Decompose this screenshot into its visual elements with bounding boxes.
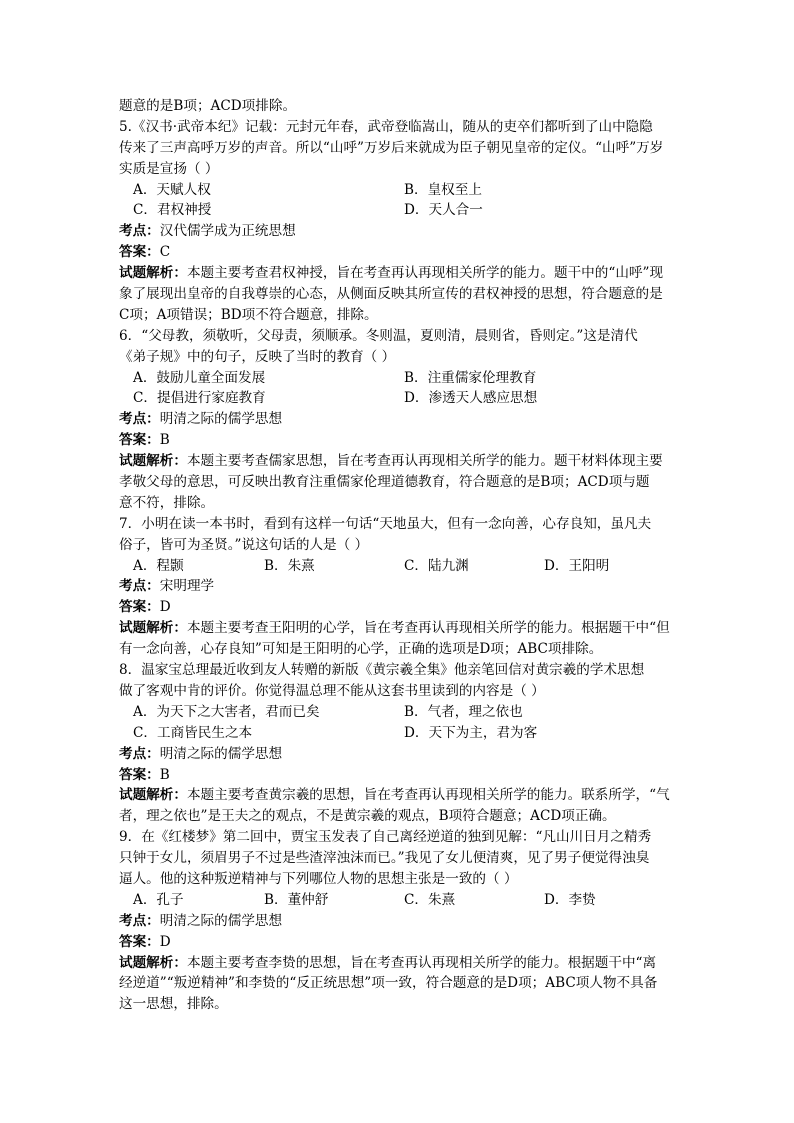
option-c: C．陆九渊 [404, 557, 469, 574]
option-d: D．王阳明 [544, 557, 610, 574]
kaodian [119, 409, 679, 430]
answer-value: B [159, 432, 170, 449]
answer [119, 597, 679, 618]
analysis-line: 者，理之依也”是王夫之的观点，不是黄宗羲的观点，B项符合题意；ACD项正确。 [119, 808, 616, 825]
analysis-label: 试题解析： [119, 265, 187, 282]
answer-label: 答案： [119, 933, 160, 950]
question-stem-line: 俗子，皆可为圣贤。”说这句话的人是（ ） [119, 536, 369, 553]
analysis-text: 本题主要考查黄宗羲的思想，旨在考查再认再现相关所学的能力。联系所学，“气 [186, 787, 670, 804]
analysis-text: 本题主要考查儒家思想，旨在考查再认再现相关所学的能力。题干材料体现主要 [186, 453, 663, 470]
question-stem-line: 8．温家宝总理最近收到友人转赠的新版《黄宗羲全集》他亲笔回信对黄宗羲的学术思想 [119, 662, 645, 679]
answer-value: C [159, 244, 171, 261]
analysis-line: 意不符，排除。 [119, 494, 215, 511]
question-6 [119, 326, 679, 514]
analysis-text: 本题主要考查君权神授，旨在考查再认再现相关所学的能力。题干中的“山呼”现 [186, 265, 664, 282]
question-stem-line: 9．在《红楼梦》第二回中，贾宝玉发表了自己离经逆道的独到见解：“凡山川日月之精秀 [119, 829, 652, 846]
question-stem-line: 《弟子规》中的句子，反映了当时的教育（ ） [119, 348, 396, 365]
question-stem-line: 传来了三声高呼万岁的声音。所以“山呼”万岁后来就成为臣子朝见皇帝的定仪。“山呼”万岁 [119, 139, 664, 156]
option-b: B．注重儒家伦理教育 [404, 369, 537, 386]
question-stem-line: 6．“父母教，须敬听，父母责，须顺承。冬则温，夏则清，晨则省，昏则定。”这是清代 [119, 327, 638, 344]
answer [119, 932, 679, 953]
answer-label: 答案： [119, 599, 160, 616]
question-8 [119, 660, 679, 827]
options-row [119, 368, 679, 389]
answer-value: B [159, 766, 170, 783]
question-stem-line: 做了客观中肯的评价。你觉得温总理不能从这套书里读到的内容是（ ） [119, 682, 545, 699]
option-d: D．天下为主，君为客 [404, 724, 538, 741]
option-a: A．为天下之大害者，君而已矣 [133, 703, 320, 720]
question-stem-line: 5.《汉书·武帝本纪》记载：元封元年春，武帝登临嵩山，随从的吏卒们都听到了山中隐隐 [119, 118, 653, 135]
options-row [119, 890, 679, 911]
kaodian-value: 明清之际的儒学思想 [159, 411, 283, 428]
analysis-line: 象了展现出皇帝的自我尊崇的心态，从侧面反映其所宣传的君权神授的思想，符合题意的是 [119, 286, 663, 303]
answer-value: D [159, 599, 171, 616]
options-row [119, 702, 679, 723]
answer [119, 430, 679, 451]
kaodian [119, 221, 679, 242]
kaodian [119, 744, 679, 765]
option-b: B．董仲舒 [264, 891, 329, 908]
analysis-line [119, 618, 679, 639]
kaodian-label: 考点： [119, 745, 160, 762]
analysis-line: C项；A项错误；BD项不符合题意，排除。 [119, 306, 378, 323]
analysis-text: 本题主要考查李贽的思想，旨在考查再认再现相关所学的能力。根据题干中“离 [186, 954, 657, 971]
analysis-text: 本题主要考查王阳明的心学，旨在考查再认再现相关所学的能力。根据题干中“但 [186, 620, 670, 637]
option-c: C．工商皆民生之本 [133, 724, 253, 741]
options-row [119, 556, 679, 577]
answer [119, 765, 679, 786]
answer-value: D [159, 933, 171, 950]
analysis-line: 这一思想，排除。 [119, 996, 228, 1013]
analysis-label: 试题解析： [119, 954, 187, 971]
option-a: A．天赋人权 [133, 181, 211, 198]
analysis-line [119, 785, 679, 806]
question-5 [119, 117, 679, 326]
kaodian-label: 考点： [119, 578, 160, 595]
option-d: D．渗透天人感应思想 [404, 390, 538, 407]
kaodian-value: 汉代儒学成为正统思想 [159, 223, 296, 240]
kaodian-label: 考点： [119, 223, 160, 240]
option-a: A．孔子 [133, 891, 184, 908]
option-b: B．皇权至上 [404, 181, 482, 198]
question-stem-line: 只钟于女儿，须眉男子不过是些渣滓浊沫而已。”我见了女儿便清爽，见了男子便觉得浊臭 [119, 850, 650, 867]
options-row [119, 200, 679, 221]
kaodian-label: 考点： [119, 912, 160, 929]
analysis-line: 有一念向善，心存良知”可知是王阳明的心学，正确的选项是D项；ABC项排除。 [119, 641, 603, 658]
option-c: C．提倡进行家庭教育 [133, 390, 266, 407]
question-stem-line: 实质是宣扬（ ） [119, 160, 219, 177]
option-a: A．鼓励儿童全面发展 [133, 369, 266, 386]
analysis-label: 试题解析： [119, 620, 187, 637]
answer-label: 答案： [119, 244, 160, 261]
question-7 [119, 514, 679, 660]
analysis-line [119, 953, 679, 974]
option-a: A．程颢 [133, 557, 184, 574]
option-c: C．朱熹 [404, 891, 456, 908]
options-row [119, 180, 679, 201]
option-b: B．气者，理之依也 [404, 703, 523, 720]
prev-answer-tail: 题意的是B项；ACD项排除。 [119, 98, 297, 114]
option-d: D．李贽 [544, 891, 596, 908]
analysis-label: 试题解析： [119, 787, 187, 804]
analysis-line [119, 263, 679, 284]
kaodian [119, 911, 679, 932]
option-d: D．天人合一 [404, 202, 483, 219]
option-c: C．君权神授 [133, 202, 212, 219]
question-stem-line: 逼人。他的这种叛逆精神与下列哪位人物的思想主张是一致的（ ） [119, 870, 518, 887]
kaodian-label: 考点： [119, 411, 160, 428]
kaodian-value: 宋明理学 [159, 578, 215, 595]
options-row [119, 723, 679, 744]
analysis-line [119, 451, 679, 472]
answer-label: 答案： [119, 432, 160, 449]
analysis-line: 经逆道”“叛逆精神”和李贽的“反正统思想”项一致，符合题意的是D项；ABC项人物不具备 [119, 975, 658, 992]
kaodian-value: 明清之际的儒学思想 [159, 912, 283, 929]
options-row [119, 388, 679, 409]
question-9 [119, 827, 679, 1015]
document-page [119, 96, 679, 1015]
analysis-label: 试题解析： [119, 453, 187, 470]
analysis-line: 孝敬父母的意思，可反映出教育注重儒家伦理道德教育，符合题意的是B项；ACD项与题 [119, 474, 650, 491]
kaodian [119, 576, 679, 597]
answer [119, 242, 679, 263]
question-stem-line: 7．小明在读一本书时，看到有这样一句话“天地虽大，但有一念向善，心存良知，虽凡夫 [119, 515, 652, 532]
option-b: B．朱熹 [264, 557, 315, 574]
answer-label: 答案： [119, 766, 160, 783]
kaodian-value: 明清之际的儒学思想 [159, 745, 283, 762]
